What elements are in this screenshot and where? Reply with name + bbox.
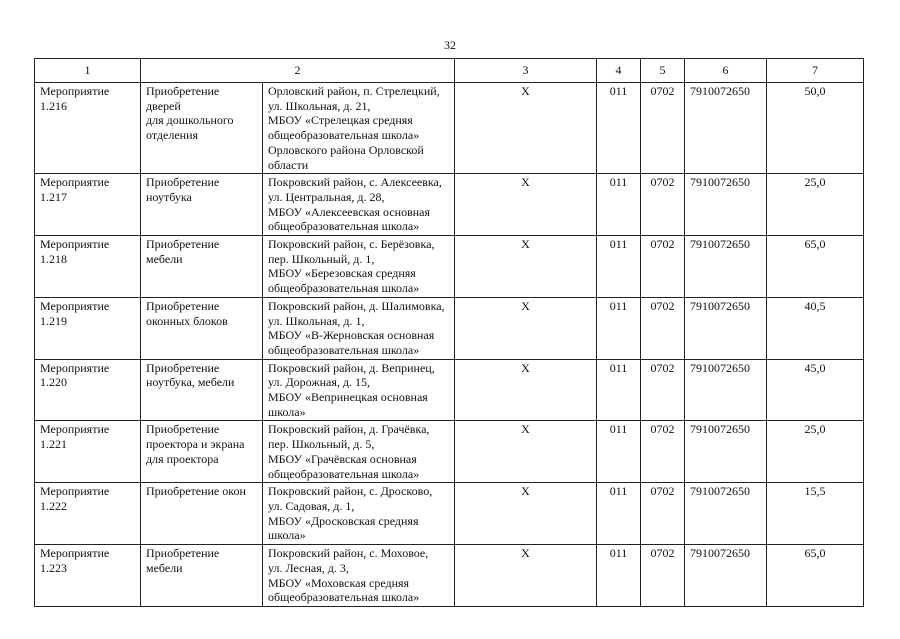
purchase-cell-line: ноутбука [146,189,192,204]
purchase-cell-line: проектора и экрана [146,437,245,452]
purchase-cell [141,545,263,607]
address-cell-line: общеобразовательная школа» [268,590,420,605]
col3-cell: Х [455,83,597,174]
address-cell [263,236,455,298]
event-cell-line: Мероприятие [40,298,110,313]
address-cell-line: МБОУ «В-Жерновская основная [268,328,435,343]
address-cell [263,483,455,545]
address-cell-line: Покровский район, д. Вепринец, [268,360,435,375]
col5-cell: 0702 [641,297,685,359]
address-cell [263,359,455,421]
address-cell-line: МБОУ «Вепринецкая основная [268,390,428,405]
event-cell [35,297,141,359]
address-cell-line: ул. Центральная, д. 28, [268,189,385,204]
purchase-cell-line: отделения [146,128,199,143]
table-row [35,545,864,607]
event-cell-line: 1.218 [40,251,67,266]
address-cell-line: ул. Школьная, д. 21, [268,98,371,113]
address-cell-line: ул. Школьная, д. 1, [268,313,365,328]
col5-cell: 0702 [641,421,685,483]
code-cell: 7910072650 [685,545,767,607]
code-cell: 7910072650 [685,359,767,421]
address-cell-line: школа» [268,528,306,543]
event-cell-line: 1.217 [40,189,67,204]
address-cell-line: МБОУ «Алексеевская основная [268,204,430,219]
header-col-6: 6 [685,59,767,83]
address-cell-line: МБОУ «Березовская средняя [268,266,416,281]
address-cell-line: общеобразовательная школа» [268,219,420,234]
col4-cell: 011 [597,421,641,483]
address-cell-line: школа» [268,404,306,419]
amount-cell: 25,0 [767,174,864,236]
col4-cell: 011 [597,297,641,359]
event-cell [35,421,141,483]
header-col-3: 3 [455,59,597,83]
address-cell-line: пер. Школьный, д. 1, [268,251,375,266]
amount-cell: 25,0 [767,421,864,483]
col3-cell: Х [455,545,597,607]
table-row [35,483,864,545]
address-cell-line: Покровский район, с. Берёзовка, [268,237,435,252]
col4-cell: 011 [597,174,641,236]
col5-cell: 0702 [641,83,685,174]
address-cell-line: МБОУ «Стрелецкая средняя [268,113,413,128]
address-cell-line: МБОУ «Моховская средняя [268,575,410,590]
purchase-cell [141,359,263,421]
purchase-cell-line: ноутбука, мебели [146,375,235,390]
event-cell-line: Мероприятие [40,422,110,437]
col4-cell: 011 [597,83,641,174]
event-cell-line: 1.222 [40,498,67,513]
purchase-cell-line: Приобретение [146,360,220,375]
event-cell-line: Мероприятие [40,175,110,190]
page-number: 32 [444,38,456,52]
purchase-cell [141,297,263,359]
address-cell-line: области [268,157,309,172]
address-cell-line: ул. Дорожная, д. 15, [268,375,371,390]
amount-cell: 40,5 [767,297,864,359]
address-cell-line: Орловский район, п. Стрелецкий, [268,84,440,98]
address-cell [263,545,455,607]
col3-cell: Х [455,359,597,421]
event-cell-line: Мероприятие [40,484,110,499]
purchase-cell-line: для проектора [146,451,219,466]
address-cell-line: Покровский район, с. Алексеевка, [268,175,442,190]
event-cell [35,83,141,174]
address-cell-line: ул. Садовая, д. 1, [268,498,355,513]
table-row [35,174,864,236]
table-body [35,83,864,607]
header-col-5: 5 [641,59,685,83]
address-cell-line: общеобразовательная школа» [268,281,420,296]
purchase-cell-line: для дошкольного [146,113,234,128]
col4-cell: 011 [597,236,641,298]
address-cell [263,297,455,359]
code-cell: 7910072650 [685,483,767,545]
address-cell-line: общеобразовательная школа» [268,128,420,143]
purchase-cell-line: Приобретение [146,84,220,98]
purchase-cell [141,83,263,174]
purchase-cell [141,421,263,483]
amount-cell: 65,0 [767,236,864,298]
header-col-7: 7 [767,59,864,83]
purchase-cell-line: дверей [146,98,181,113]
address-cell-line: Покровский район, с. Моховое, [268,546,429,561]
purchase-cell-line: Приобретение окон [146,484,246,499]
col4-cell: 011 [597,483,641,545]
address-cell-line: Покровский район, д. Шалимовка, [268,298,445,313]
purchase-cell-line: Приобретение [146,175,220,190]
code-cell: 7910072650 [685,83,767,174]
purchase-cell [141,236,263,298]
event-cell [35,359,141,421]
table-row [35,236,864,298]
purchase-cell [141,483,263,545]
col3-cell: Х [455,297,597,359]
amount-cell: 45,0 [767,359,864,421]
address-cell [263,174,455,236]
table-row [35,359,864,421]
purchase-cell-line: Приобретение [146,422,220,437]
purchase-cell [141,174,263,236]
event-cell-line: 1.223 [40,560,67,575]
col5-cell: 0702 [641,174,685,236]
purchase-cell-line: Приобретение [146,237,220,252]
header-col-1: 1 [35,59,141,83]
col5-cell: 0702 [641,483,685,545]
event-cell [35,236,141,298]
amount-cell: 65,0 [767,545,864,607]
address-cell-line: общеобразовательная школа» [268,466,420,481]
code-cell: 7910072650 [685,236,767,298]
col5-cell: 0702 [641,359,685,421]
event-cell-line: Мероприятие [40,360,110,375]
table-row [35,297,864,359]
purchase-cell-line: Приобретение [146,546,220,561]
address-cell [263,421,455,483]
purchase-cell-line: мебели [146,251,183,266]
address-cell-line: МБОУ «Дросковская средняя [268,513,419,528]
col3-cell: Х [455,174,597,236]
event-cell-line: 1.219 [40,313,67,328]
amount-cell: 50,0 [767,83,864,174]
event-cell-line: 1.220 [40,375,67,390]
address-cell-line: Покровский район, с. Дросково, [268,484,433,499]
event-cell-line: Мероприятие [40,546,110,561]
address-cell [263,83,455,174]
col5-cell: 0702 [641,236,685,298]
col3-cell: Х [455,421,597,483]
address-cell-line: Покровский район, д. Грачёвка, [268,422,430,437]
col3-cell: Х [455,236,597,298]
amount-cell: 15,5 [767,483,864,545]
address-cell-line: общеобразовательная школа» [268,342,420,357]
col5-cell: 0702 [641,545,685,607]
table-row [35,83,864,174]
col4-cell: 011 [597,359,641,421]
table-row [35,421,864,483]
event-cell-line: 1.216 [40,98,67,113]
col4-cell: 011 [597,545,641,607]
purchase-cell-line: Приобретение [146,298,220,313]
purchase-cell-line: оконных блоков [146,313,228,328]
col3-cell: Х [455,483,597,545]
address-cell-line: Орловского района Орловской [268,142,424,157]
address-cell-line: пер. Школьный, д. 5, [268,437,375,452]
event-cell [35,545,141,607]
event-cell [35,483,141,545]
event-cell-line: Мероприятие [40,84,110,98]
address-cell-line: ул. Лесная, д. 3, [268,560,349,575]
header-row [35,59,864,83]
event-cell-line: 1.221 [40,437,67,452]
code-cell: 7910072650 [685,297,767,359]
purchase-cell-line: мебели [146,560,183,575]
header-col-4: 4 [597,59,641,83]
address-cell-line: МБОУ «Грачёвская основная [268,451,417,466]
code-cell: 7910072650 [685,174,767,236]
event-cell-line: Мероприятие [40,237,110,252]
header-col-2: 2 [141,59,455,83]
code-cell: 7910072650 [685,421,767,483]
budget-table [34,58,864,607]
event-cell [35,174,141,236]
